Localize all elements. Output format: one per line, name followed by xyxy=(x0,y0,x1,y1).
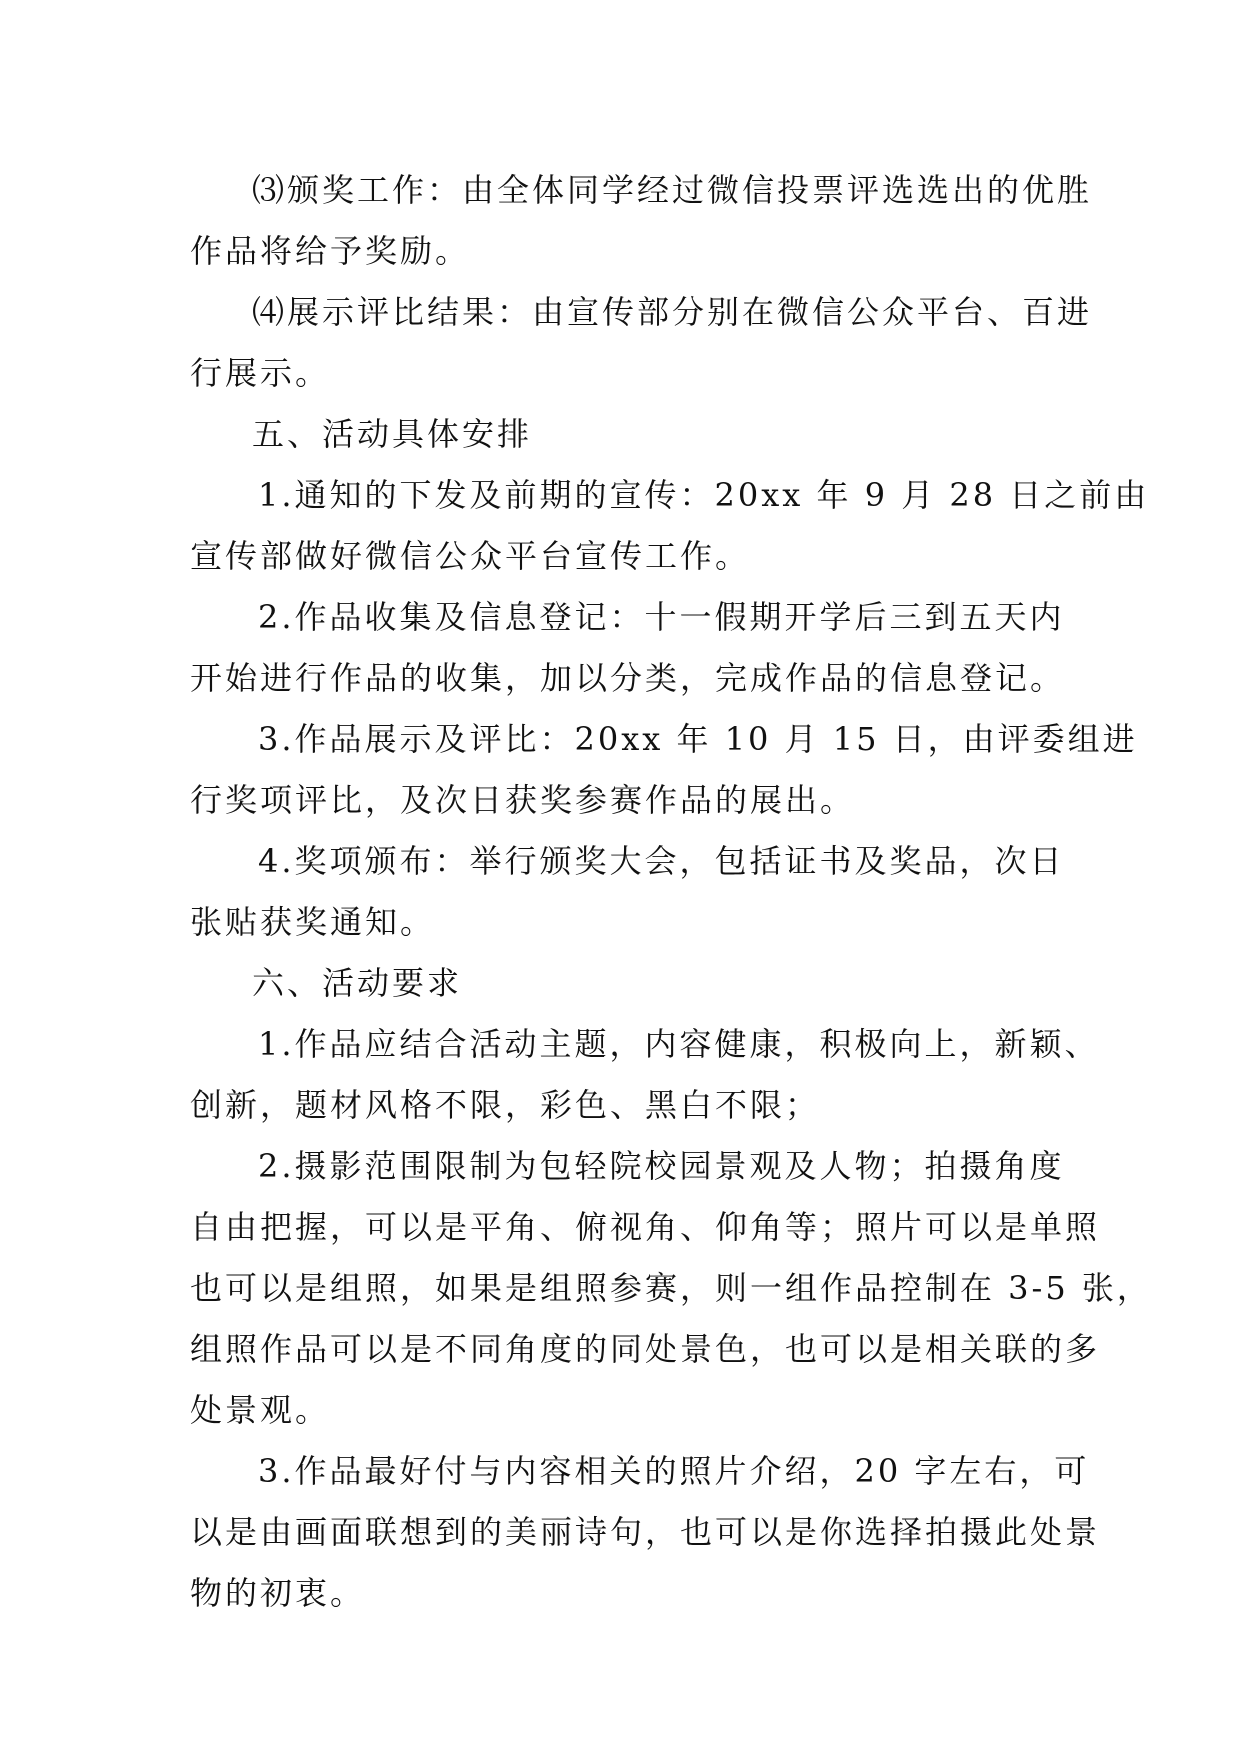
paragraph-line: 开始进行作品的收集，加以分类，完成作品的信息登记。 xyxy=(190,659,1066,697)
paragraph-line: 处景观。 xyxy=(190,1391,331,1429)
paragraph-line: 以是由画面联想到的美丽诗句，也可以是你选择拍摄此处景 xyxy=(190,1513,1101,1551)
paragraph-line: 2.作品收集及信息登记：十一假期开学后三到五天内 xyxy=(258,598,1065,636)
paragraph-line: ⑷展示评比结果：由宣传部分别在微信公众平台、百进 xyxy=(252,293,1093,331)
paragraph-line: 组照作品可以是不同角度的同处景色，也可以是相关联的多 xyxy=(190,1330,1101,1368)
paragraph-line: 张贴获奖通知。 xyxy=(190,903,436,941)
paragraph-line: 宣传部做好微信公众平台宣传工作。 xyxy=(190,537,751,575)
paragraph-line: 行展示。 xyxy=(190,354,331,392)
paragraph-line: 1.作品应结合活动主题，内容健康，积极向上，新颖、 xyxy=(258,1025,1100,1063)
paragraph-line: 2.摄影范围限制为包轻院校园景观及人物；拍摄角度 xyxy=(258,1147,1065,1185)
paragraph-line: 也可以是组照，如果是组照参赛，则一组作品控制在 3-5 张， xyxy=(190,1269,1152,1307)
paragraph-line: 1.通知的下发及前期的宣传：20xx 年 9 月 28 日之前由 xyxy=(258,476,1150,514)
paragraph-line: 3.作品最好付与内容相关的照片介绍，20 字左右，可 xyxy=(258,1452,1090,1490)
paragraph-line: 物的初衷。 xyxy=(190,1574,366,1612)
document-body xyxy=(190,160,1152,1624)
paragraph-line: 作品将给予奖励。 xyxy=(190,232,471,270)
paragraph-line: 3.作品展示及评比：20xx 年 10 月 15 日，由评委组进 xyxy=(258,720,1138,758)
paragraph-line: 自由把握，可以是平角、俯视角、仰角等；照片可以是单照 xyxy=(190,1208,1101,1246)
paragraph-line: 行奖项评比，及次日获奖参赛作品的展出。 xyxy=(190,781,856,819)
section-heading: 五、活动具体安排 xyxy=(252,415,533,453)
paragraph-line: ⑶颁奖工作：由全体同学经过微信投票评选选出的优胜 xyxy=(252,171,1093,209)
paragraph-line: 创新，题材风格不限，彩色、黑白不限； xyxy=(190,1086,821,1124)
section-heading: 六、活动要求 xyxy=(252,964,463,1002)
paragraph-line: 4.奖项颁布：举行颁奖大会，包括证书及奖品，次日 xyxy=(258,842,1065,880)
